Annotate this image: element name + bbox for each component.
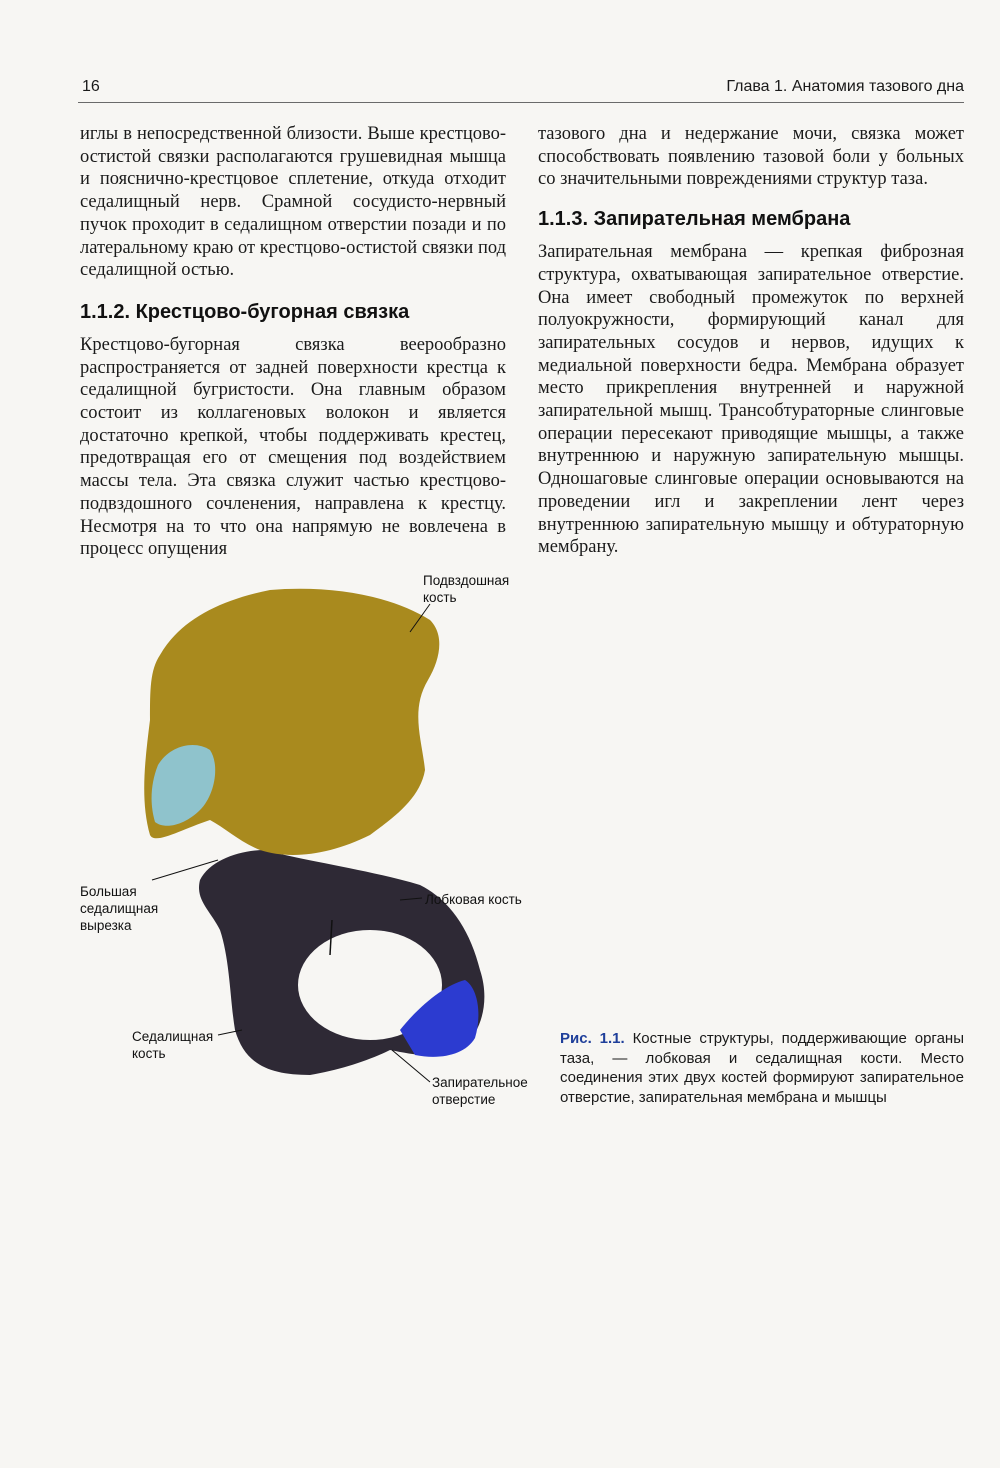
- right-intro-paragraph: тазового дна и недержание мочи, связка может способствовать появлению тазовой боли у больных со значительными повреждениями структур таза.: [538, 124, 964, 190]
- label-greater-sciatic-notch: Большая седалищная вырезка: [80, 884, 159, 933]
- label-obturator-foramen: Запирательное отверстие: [432, 1075, 528, 1107]
- figure-pelvic-bone: [70, 560, 550, 1120]
- section-heading-obturator-membrane: 1.1.3. Запирательная мембрана: [538, 208, 851, 231]
- left-intro-paragraph: иглы в непосредственной близости. Выше крестцово-остистой связки располагаются грушевидная мышца и пояснично-крестцовое сплетение, откуда отходит седалищный нерв. Срамной сосудисто-нервный пучок проходит в седалищном отверстии позади и по латеральному краю от крестцово-остистой связки под седалищной остью.: [80, 124, 506, 281]
- left-column: [80, 123, 506, 561]
- page-number: 16: [82, 78, 100, 95]
- left-main-paragraph: Крестцово-бугорная связка веерообразно распространяется от задней поверхности крестца к седалищной бугристости. Она главным образом состоит из коллагеновых волокон и является достаточно крепкой, чтобы поддерживать крестец, предотвращая его от смещения под воздействием массы тела. Эта связка служит частью крестцово-подвздошного сочленения, направлена к крестцу. Несмотря на то что она напрямую не вовлечена в процесс опущения: [80, 334, 506, 560]
- running-head: [78, 74, 964, 103]
- figure-caption: [560, 1029, 964, 1107]
- label-pubis: Лобковая кость: [425, 892, 522, 907]
- label-ilium: Подвздошная кость: [423, 573, 510, 605]
- label-ischium: Седалищная кость: [132, 1029, 214, 1061]
- section-heading-sacrotuberous: 1.1.2. Крестцово-бугорная связка: [80, 300, 410, 323]
- right-column: [538, 123, 964, 559]
- chapter-title: Глава 1. Анатомия тазового дна: [726, 78, 964, 95]
- caption-text: Костные структуры, поддерживающие органы таза, — лобковая и седалищная кости. Место соединения этих двух костей формируют запирательное отверстие, запирательная мембрана и мышцы: [560, 1030, 964, 1106]
- caption-figure-ref: Рис. 1.1.: [560, 1030, 625, 1047]
- right-main-paragraph: Запирательная мембрана — крепкая фиброзная структура, охватывающая запирательное отверстие. Она имеет свободный промежуток по верхней полуокружности, формирующий канал для запирательных сосудов и нервов, идущих к медиальной поверхности бедра. Мембрана образует место прикрепления внутренней и наружной запирательной мышц. Трансобтураторные слинговые операции пересекают приводящие мышцы, а также внутреннюю и наружную запирательную мышцы. Одношаговые слинговые операции основываются на проведении игл и закреплении лент через внутреннюю запирательную мышцу и обтураторную мембрану.: [538, 242, 964, 558]
